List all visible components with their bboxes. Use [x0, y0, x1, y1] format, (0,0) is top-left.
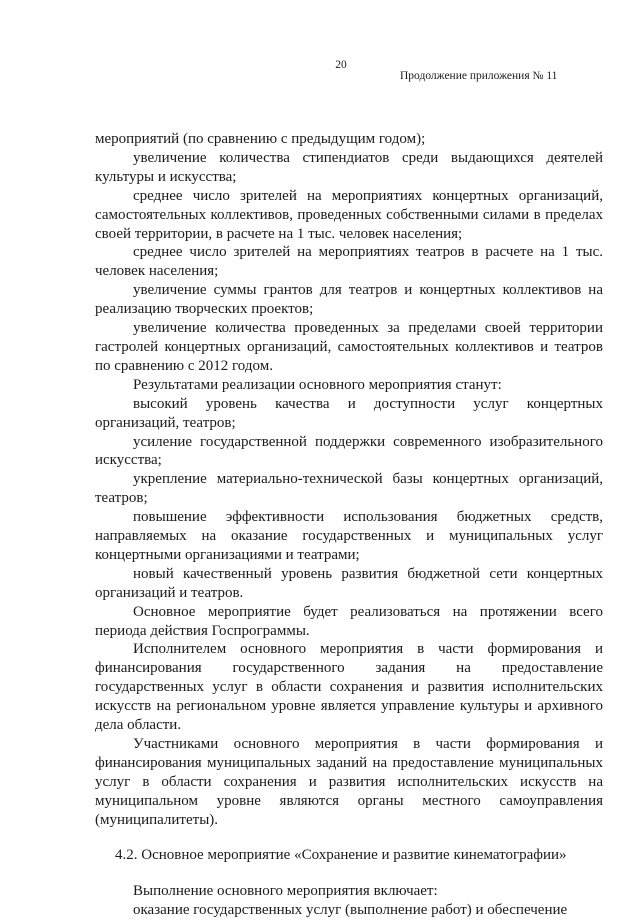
paragraph: Выполнение основного мероприятия включает: — [133, 883, 438, 900]
document-body — [95, 130, 603, 920]
paragraph: Участниками основного мероприятия в части формирования и финансирования муниципальных заданий на предоставление муниципальных услуг в области сохранения и развития исполнительских искусств на муниципальном уровне являются органы местного самоуправления (муниципалитеты). — [95, 736, 603, 828]
paragraph: увеличение количества проведенных за пределами своей территории гастролей концертных организаций, самостоятельных коллективов и театров по сравнению с 2012 годом. — [95, 320, 603, 374]
page-number: 20 — [335, 59, 347, 71]
paragraph: укрепление материально-технической базы концертных организаций, театров; — [95, 471, 603, 507]
paragraph: оказание государственных услуг (выполнение работ) и обеспечение — [133, 902, 568, 919]
paragraph: Исполнителем основного мероприятия в части формирования и финансирования государственного задания на предоставление государственных услуг в области сохранения и развития исполнительских искусств на региональном уровне является управление культуры и архивного дела области. — [95, 641, 603, 734]
paragraph: повышение эффективности использования бюджетных средств, направляемых на оказание государственных и муниципальных услуг концертными организациями и театрами; — [95, 509, 603, 563]
paragraph: новый качественный уровень развития бюджетной сети концертных организаций и театров. — [95, 565, 603, 601]
paragraph: увеличение суммы грантов для театров и концертных коллективов на реализацию творческих проектов; — [95, 282, 603, 318]
paragraph: среднее число зрителей на мероприятиях концертных организаций, самостоятельных коллективов, проведенных собственными силами в пределах своей территории, в расчете на 1 тыс. человек населения; — [95, 187, 603, 242]
paragraph: увеличение количества стипендиатов среди выдающихся деятелей культуры и искусства; — [95, 149, 603, 185]
paragraph: Результатами реализации основного мероприятия станут: — [133, 376, 502, 393]
paragraph: высокий уровень качества и доступности услуг концертных организаций, театров; — [95, 395, 603, 431]
appendix-continuation-note: Продолжение приложения № 11 — [400, 70, 558, 82]
paragraph: среднее число зрителей на мероприятиях театров в расчете на 1 тыс. человек населения; — [95, 244, 603, 280]
paragraph: усиление государственной поддержки современного изобразительного искусства; — [95, 433, 603, 469]
paragraph: Основное мероприятие будет реализоваться на протяжении всего периода действия Госпрограммы. — [95, 603, 603, 639]
paragraph: мероприятий (по сравнению с предыдущим годом); — [95, 131, 426, 147]
section-heading: 4.2. Основное мероприятие «Сохранение и развитие кинематографии» — [115, 846, 567, 863]
